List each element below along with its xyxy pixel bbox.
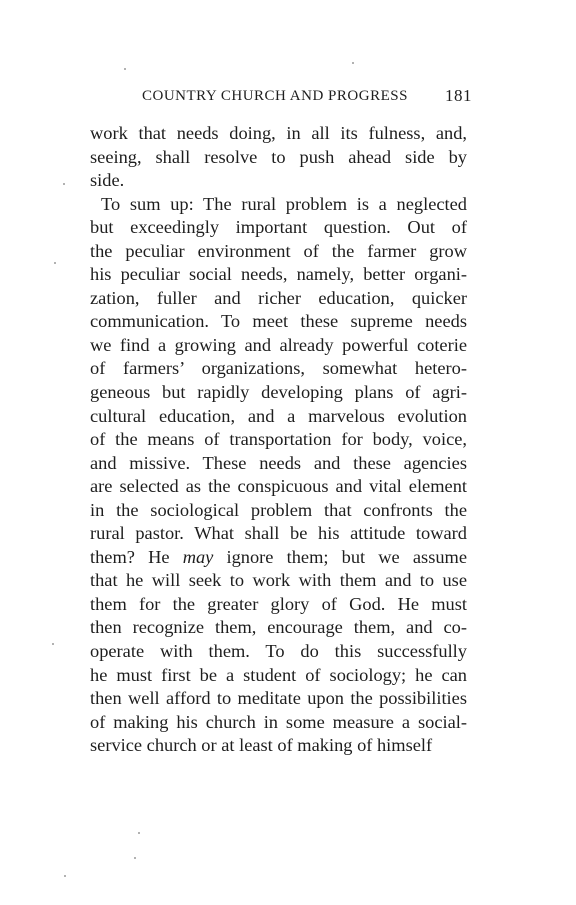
text-line: geneous but rapidly developing plans of agri- [90, 382, 467, 403]
text-line: rural pastor. What shall be his attitude toward [90, 523, 467, 544]
paper-speck [64, 875, 66, 877]
text-line: of farmers’ organizations, somewhat hetero- [90, 358, 467, 379]
paper-speck [134, 857, 136, 859]
text-line: of making his church in some measure a social- [90, 711, 467, 732]
text-line: them for the greater glory of God. He must [90, 593, 467, 614]
text-line: work that needs doing, in all its fulness, and, [90, 123, 467, 143]
paper-speck [63, 183, 65, 185]
body-text [90, 122, 467, 758]
text-line: he must first be a student of sociology; he can [90, 664, 467, 685]
italic-word: may [182, 546, 214, 567]
text-line: in the sociological problem that confronts the [90, 499, 467, 520]
text-line: we find a growing and already powerful coterie [90, 334, 467, 355]
page-number: 181 [445, 86, 472, 105]
paper-speck [138, 832, 140, 834]
text-line: communication. To meet these supreme needs [90, 311, 467, 332]
paper-speck [54, 262, 56, 264]
paper-speck [124, 68, 126, 70]
paper-speck [52, 643, 54, 645]
text-line: zation, fuller and richer education, quicker [90, 287, 467, 308]
text-line: but exceedingly important question. Out of [90, 217, 467, 238]
text-line: are selected as the conspicuous and vital element [90, 476, 467, 497]
running-head-title: COUNTRY CHURCH AND PROGRESS [142, 88, 408, 104]
text-line: side. [90, 170, 125, 191]
text-line: the peculiar environment of the farmer grow [90, 240, 467, 261]
text-segment: them? He [90, 546, 183, 567]
text-line: operate with them. To do this successfully [90, 641, 467, 662]
text-line: of the means of transportation for body, voice, [90, 429, 467, 450]
text-line: that he will seek to work with them and to use [90, 570, 467, 591]
running-head [142, 86, 472, 106]
text-line: and missive. These needs and these agencies [90, 452, 467, 473]
text-segment: ignore them; but we assume [213, 546, 468, 567]
text-line: service church or at least of making of himself [90, 735, 433, 756]
text-line: his peculiar social needs, namely, better organi- [90, 264, 467, 285]
text-line: then recognize them, encourage them, and co- [90, 617, 467, 638]
text-line: cultural education, and a marvelous evolution [90, 405, 467, 426]
text-line: seeing, shall resolve to push ahead side by [90, 146, 467, 167]
text-line [90, 546, 467, 570]
text-line: then well afford to meditate upon the possibilities [90, 688, 467, 709]
paper-speck [352, 62, 354, 64]
text-line: To sum up: The rural problem is a neglected [101, 193, 467, 214]
